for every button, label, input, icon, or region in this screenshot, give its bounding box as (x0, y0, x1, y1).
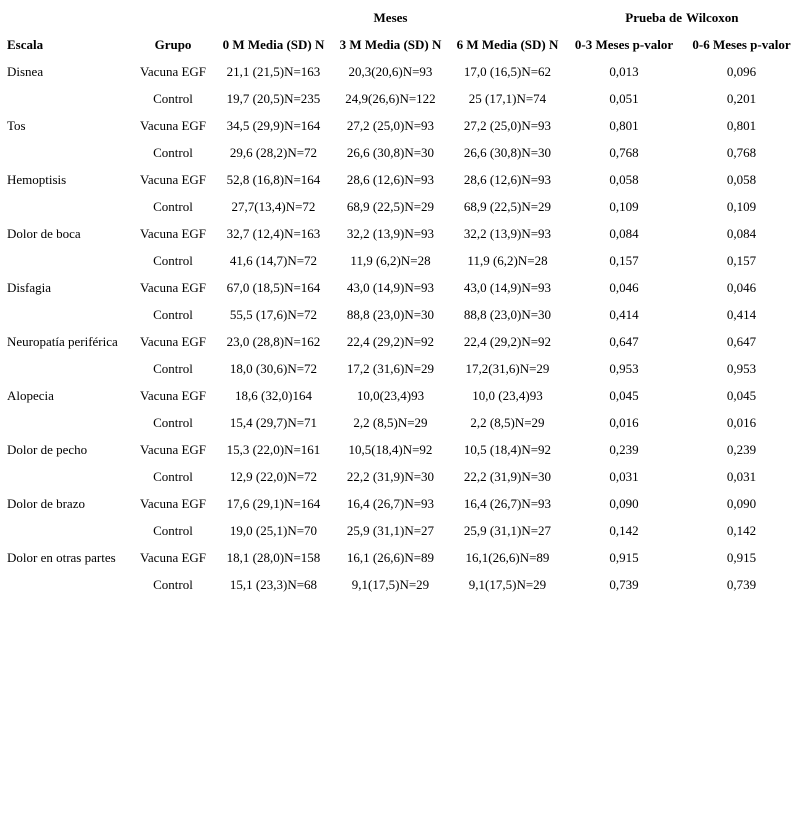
cell-0m: 12,9 (22,0)N=72 (229, 468, 318, 484)
cell-escala (5, 301, 131, 328)
table-row (5, 247, 798, 274)
cell-p06: 0,414 (726, 306, 757, 322)
cell-grupo: Control (153, 144, 193, 160)
cell-escala: Neuropatía periférica (7, 333, 118, 349)
cell-6m: 17,0 (16,5)N=62 (463, 63, 552, 79)
cell-6m: 16,4 (26,7)N=93 (463, 495, 552, 511)
cell-grupo: Vacuna EGF (139, 495, 207, 511)
cell-p03: 0,016 (609, 414, 639, 430)
cell-p06: 0,768 (726, 144, 757, 160)
cell-p03: 0,013 (609, 63, 639, 79)
table-body (5, 58, 798, 598)
cell-3m: 32,2 (13,9)N=93 (346, 225, 435, 241)
cell-0m: 32,7 (12,4)N=163 (226, 225, 321, 241)
cell-6m: 22,4 (29,2)N=92 (463, 333, 552, 349)
cell-6m: 17,2(31,6)N=29 (465, 360, 550, 376)
cell-6m: 32,2 (13,9)N=93 (463, 225, 552, 241)
cell-p06: 0,045 (726, 387, 757, 403)
cell-3m: 24,9(26,6)N=122 (345, 90, 436, 106)
cell-p03: 0,109 (609, 198, 639, 214)
cell-6m: 68,9 (22,5)N=29 (463, 198, 552, 214)
cell-p06: 0,109 (726, 198, 757, 214)
cell-p06: 0,142 (726, 522, 757, 538)
cell-grupo: Control (153, 468, 193, 484)
table-row (5, 328, 798, 355)
cell-grupo: Vacuna EGF (139, 171, 207, 187)
cell-grupo: Control (153, 576, 193, 592)
cell-3m: 27,2 (25,0)N=93 (346, 117, 435, 133)
cell-escala: Hemoptisis (7, 171, 67, 187)
cell-escala (5, 463, 131, 490)
cell-p06: 0,647 (726, 333, 757, 349)
cell-escala: Tos (7, 117, 26, 133)
table-row (5, 436, 798, 463)
column-header-3m: 3 M Media (SD) N (339, 36, 442, 52)
cell-0m: 19,0 (25,1)N=70 (229, 522, 318, 538)
table-row (5, 166, 798, 193)
prueba-header: Prueba de (625, 9, 682, 25)
cell-p06: 0,090 (726, 495, 757, 511)
cell-6m: 25 (17,1)N=74 (468, 90, 547, 106)
cell-p06: 0,096 (726, 63, 757, 79)
cell-6m: 10,0 (23,4)93 (472, 387, 543, 403)
cell-6m: 27,2 (25,0)N=93 (463, 117, 552, 133)
cell-3m: 68,9 (22,5)N=29 (346, 198, 435, 214)
cell-p03: 0,031 (609, 468, 639, 484)
cell-p03: 0,090 (609, 495, 639, 511)
cell-0m: 67,0 (18,5)N=164 (226, 279, 321, 295)
cell-0m: 18,1 (28,0)N=158 (226, 549, 321, 565)
cell-3m: 22,2 (31,9)N=30 (346, 468, 435, 484)
cell-0m: 19,7 (20,5)N=235 (226, 90, 321, 106)
column-header-row (5, 31, 798, 58)
table-row (5, 355, 798, 382)
cell-0m: 15,3 (22,0)N=161 (226, 441, 321, 457)
cell-p06: 0,157 (726, 252, 757, 268)
cell-escala: Dolor de pecho (7, 441, 88, 457)
cell-p06: 0,801 (726, 117, 757, 133)
column-header-p06: 0-6 Meses p-valor (692, 36, 791, 52)
cell-grupo: Vacuna EGF (139, 333, 207, 349)
table-row (5, 517, 798, 544)
cell-3m: 16,1 (26,6)N=89 (346, 549, 435, 565)
cell-0m: 18,0 (30,6)N=72 (229, 360, 318, 376)
cell-6m: 25,9 (31,1)N=27 (463, 522, 552, 538)
cell-p03: 0,739 (609, 576, 639, 592)
cell-0m: 15,1 (23,3)N=68 (229, 576, 318, 592)
cell-p06: 0,739 (726, 576, 757, 592)
cell-3m: 10,0(23,4)93 (356, 387, 425, 403)
meses-header: Meses (373, 9, 408, 25)
cell-0m: 29,6 (28,2)N=72 (229, 144, 318, 160)
cell-3m: 88,8 (23,0)N=30 (346, 306, 435, 322)
cell-escala (5, 85, 131, 112)
cell-0m: 55,5 (17,6)N=72 (229, 306, 318, 322)
cell-6m: 43,0 (14,9)N=93 (463, 279, 552, 295)
column-header-6m: 6 M Media (SD) N (456, 36, 559, 52)
cell-3m: 25,9 (31,1)N=27 (346, 522, 435, 538)
cell-p03: 0,084 (609, 225, 639, 241)
cell-0m: 34,5 (29,9)N=164 (226, 117, 321, 133)
cell-0m: 15,4 (29,7)N=71 (229, 414, 318, 430)
cell-grupo: Control (153, 198, 193, 214)
cell-3m: 10,5(18,4)N=92 (348, 441, 433, 457)
cell-6m: 22,2 (31,9)N=30 (463, 468, 552, 484)
cell-grupo: Vacuna EGF (139, 279, 207, 295)
cell-escala: Disnea (7, 63, 44, 79)
table-row (5, 112, 798, 139)
cell-p06: 0,953 (726, 360, 757, 376)
cell-grupo: Control (153, 414, 193, 430)
cell-p03: 0,142 (609, 522, 639, 538)
cell-3m: 26,6 (30,8)N=30 (346, 144, 435, 160)
cell-3m: 2,2 (8,5)N=29 (353, 414, 428, 430)
table-row (5, 409, 798, 436)
cell-0m: 52,8 (16,8)N=164 (226, 171, 321, 187)
cell-6m: 88,8 (23,0)N=30 (463, 306, 552, 322)
cell-6m: 16,1(26,6)N=89 (465, 549, 550, 565)
cell-p03: 0,801 (609, 117, 639, 133)
cell-6m: 10,5 (18,4)N=92 (463, 441, 552, 457)
table-row (5, 58, 798, 85)
cell-p03: 0,647 (609, 333, 639, 349)
cell-p06: 0,046 (726, 279, 757, 295)
table-row (5, 193, 798, 220)
cell-escala: Dolor de boca (7, 225, 81, 241)
column-header-escala: Escala (7, 36, 44, 52)
cell-grupo: Vacuna EGF (139, 387, 207, 403)
results-table (5, 4, 798, 598)
cell-p06: 0,239 (726, 441, 757, 457)
cell-p06: 0,016 (726, 414, 757, 430)
cell-3m: 20,3(20,6)N=93 (348, 63, 433, 79)
cell-grupo: Control (153, 252, 193, 268)
cell-p06: 0,084 (726, 225, 757, 241)
cell-grupo: Vacuna EGF (139, 225, 207, 241)
cell-p03: 0,915 (609, 549, 639, 565)
cell-6m: 28,6 (12,6)N=93 (463, 171, 552, 187)
table-row (5, 490, 798, 517)
cell-escala (5, 409, 131, 436)
cell-p03: 0,768 (609, 144, 639, 160)
cell-grupo: Control (153, 90, 193, 106)
table-row (5, 463, 798, 490)
column-header-p03: 0-3 Meses p-valor (574, 36, 674, 52)
cell-p03: 0,953 (609, 360, 639, 376)
cell-0m: 41,6 (14,7)N=72 (229, 252, 318, 268)
cell-p03: 0,058 (609, 171, 639, 187)
cell-6m: 26,6 (30,8)N=30 (463, 144, 552, 160)
cell-p03: 0,051 (609, 90, 639, 106)
cell-0m: 17,6 (29,1)N=164 (226, 495, 321, 511)
cell-escala (5, 139, 131, 166)
cell-p06: 0,915 (726, 549, 757, 565)
cell-grupo: Control (153, 306, 193, 322)
table-row (5, 274, 798, 301)
cell-escala: Disfagia (7, 279, 52, 295)
cell-grupo: Control (153, 522, 193, 538)
cell-p03: 0,157 (609, 252, 639, 268)
cell-6m: 2,2 (8,5)N=29 (470, 414, 545, 430)
cell-escala (5, 355, 131, 382)
table-row (5, 544, 798, 571)
cell-grupo: Vacuna EGF (139, 549, 207, 565)
cell-escala (5, 571, 131, 598)
wilcoxon-header: Wilcoxon (686, 9, 739, 25)
table-row (5, 571, 798, 598)
cell-6m: 11,9 (6,2)N=28 (467, 252, 548, 268)
cell-3m: 9,1(17,5)N=29 (351, 576, 430, 592)
cell-escala: Dolor en otras partes (7, 549, 116, 565)
table-row (5, 220, 798, 247)
cell-3m: 16,4 (26,7)N=93 (346, 495, 435, 511)
cell-0m: 23,0 (28,8)N=162 (226, 333, 321, 349)
cell-escala (5, 247, 131, 274)
cell-p03: 0,239 (609, 441, 639, 457)
cell-grupo: Control (153, 360, 193, 376)
cell-escala (5, 193, 131, 220)
cell-3m: 17,2 (31,6)N=29 (346, 360, 435, 376)
cell-grupo: Vacuna EGF (139, 441, 207, 457)
cell-grupo: Vacuna EGF (139, 117, 207, 133)
cell-0m: 18,6 (32,0)164 (235, 387, 312, 403)
cell-3m: 43,0 (14,9)N=93 (346, 279, 435, 295)
cell-3m: 11,9 (6,2)N=28 (350, 252, 431, 268)
cell-escala: Dolor de brazo (7, 495, 85, 511)
table-row (5, 382, 798, 409)
cell-0m: 21,1 (21,5)N=163 (226, 63, 321, 79)
column-header-grupo: Grupo (154, 36, 192, 52)
cell-p06: 0,031 (726, 468, 757, 484)
cell-p06: 0,201 (726, 90, 757, 106)
cell-3m: 28,6 (12,6)N=93 (346, 171, 435, 187)
cell-grupo: Vacuna EGF (139, 63, 207, 79)
cell-escala (5, 517, 131, 544)
cell-p03: 0,046 (609, 279, 639, 295)
group-header-row (5, 4, 798, 31)
column-header-0m: 0 M Media (SD) N (222, 36, 325, 52)
table-row (5, 85, 798, 112)
cell-3m: 22,4 (29,2)N=92 (346, 333, 435, 349)
cell-0m: 27,7(13,4)N=72 (231, 198, 316, 214)
cell-6m: 9,1(17,5)N=29 (468, 576, 547, 592)
table-row (5, 301, 798, 328)
cell-p03: 0,414 (609, 306, 639, 322)
cell-p03: 0,045 (609, 387, 639, 403)
table-row (5, 139, 798, 166)
cell-escala: Alopecia (7, 387, 54, 403)
cell-p06: 0,058 (726, 171, 757, 187)
